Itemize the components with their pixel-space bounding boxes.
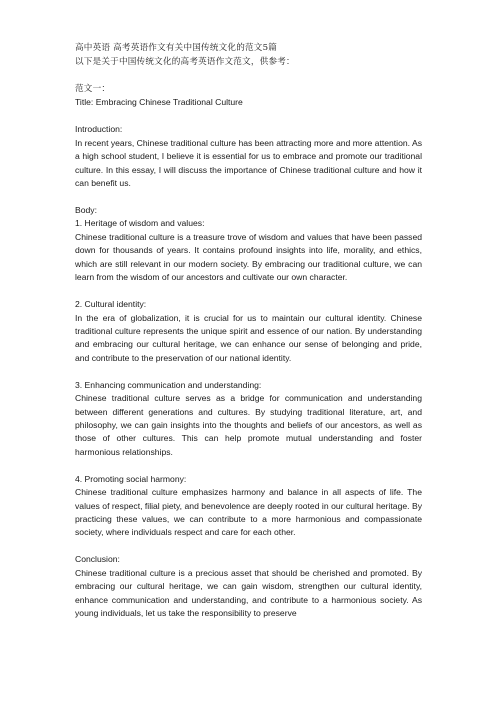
point-heading: 2. Cultural identity: (75, 298, 147, 309)
essay-title: Title: Embracing Chinese Traditional Culture (75, 97, 243, 108)
point-paragraph: Chinese traditional culture is a treasure trove of wisdom and values that have been passed down for thousands of years. It contains profound insights into life, morality, and ethics, which are still relevant in our modern society. By embracing our traditional culture, we can learn from the wisdom of our ancestors and cultivate our own character. (75, 231, 422, 283)
document-page (75, 42, 422, 620)
point-heading: 4. Promoting social harmony: (75, 473, 187, 484)
body-heading: Body: (75, 204, 97, 215)
document-intro: 以下是关于中国传统文化的高考英语作文范文，供参考： (75, 56, 295, 67)
document-title: 高中英语 高考英语作文有关中国传统文化的范文5篇 (75, 43, 278, 53)
point-heading: 3. Enhancing communication and understanding: (75, 379, 262, 390)
point-heading: 1. Heritage of wisdom and values: (75, 218, 205, 229)
conclusion-heading: Conclusion: (75, 554, 120, 565)
intro-heading: Introduction: (75, 124, 123, 135)
point-paragraph: Chinese traditional culture emphasizes harmony and balance in all aspects of life. The values of respect, filial piety, and benevolence are deeply rooted in our cultural heritage. By practicing these values, we can contribute to a more harmonious and compassionate society, where individuals respect and care for each other. (75, 487, 422, 538)
conclusion-paragraph: Chinese traditional culture is a precious asset that should be cherished and promoted. By embracing our cultural heritage, we can gain wisdom, strengthen our cultural identity, enhance communication and understanding, and contribute to a harmonious society. As young individuals, let us take the responsibility to preserve (75, 567, 422, 619)
point-paragraph: In the era of globalization, it is crucial for us to maintain our cultural identity. Chinese traditional culture represents the unique spirit and essence of our nation. By understanding and embracing our cultural heritage, we can enhance our sense of belonging and pride, and contribute to the preservation of our national identity. (75, 312, 422, 363)
essay-label: 范文一： (75, 83, 111, 94)
point-paragraph: Chinese traditional culture serves as a bridge for communication and understanding between different generations and cultures. By studying traditional literature, art, and philosophy, we can gain insights into the thoughts and beliefs of our ancestors, as well as those of other cultures. This can help promote mutual understanding and foster harmonious relationships. (75, 393, 422, 457)
intro-paragraph: In recent years, Chinese traditional culture has been attracting more and more attention. As a high school student, I believe it is essential for us to embrace and promote our traditional culture. In this essay, I will discuss the importance of Chinese traditional culture and how it can benefit us. (75, 137, 422, 188)
